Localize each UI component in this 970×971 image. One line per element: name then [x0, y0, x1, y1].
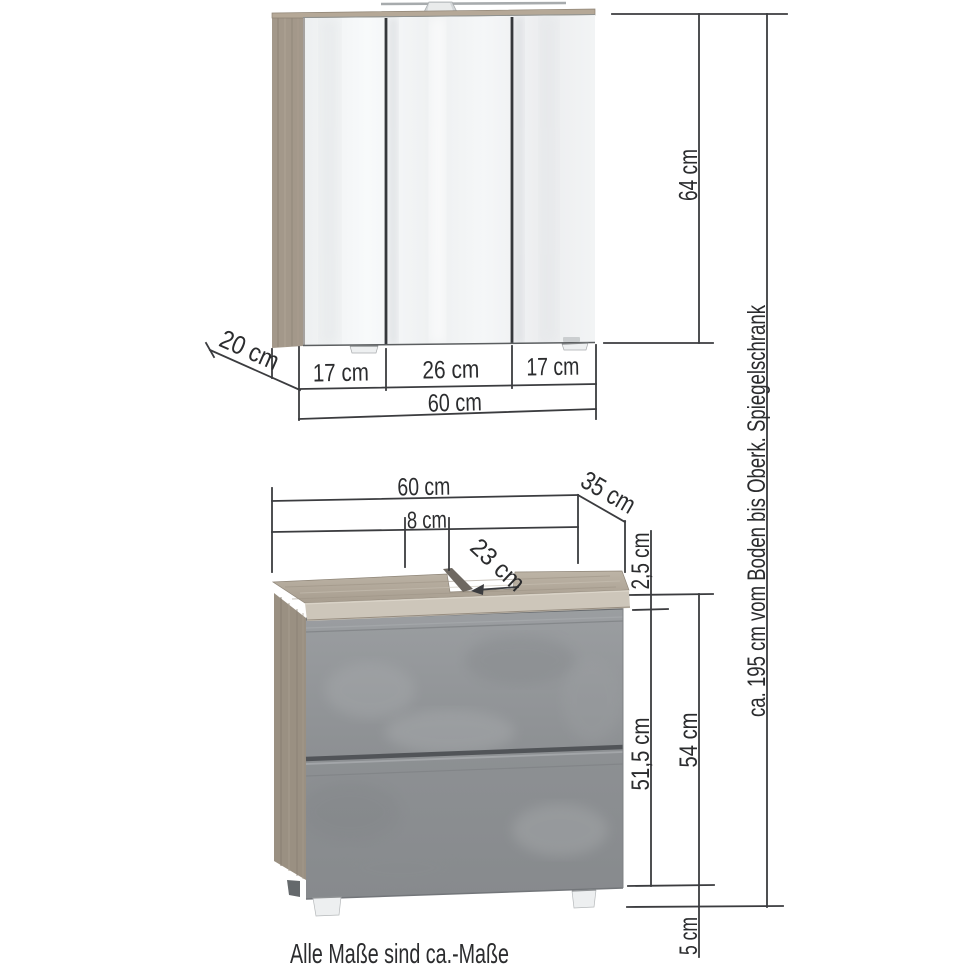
dim-label-mirror-door-mid: 26 cm	[422, 355, 491, 385]
dim-label-vanity-cutout-depth: 23 cm	[464, 533, 534, 601]
dim-label-total-height: ca. 195 cm vom Boden bis Oberk. Spiegelschrank	[743, 162, 771, 717]
dim-label-mirror-door-left: 17 cm	[312, 358, 382, 388]
dim-label-mirror-height: 64 cm	[673, 130, 703, 201]
vanity-back-foot	[287, 880, 300, 897]
dim-label-mirror-depth: 20 cm	[215, 323, 293, 380]
dim-label-mirror-width: 60 cm	[427, 387, 497, 418]
light-bar	[381, 3, 566, 4]
panel-bottom-tick	[633, 609, 668, 610]
footnote-all-measures-approx: Alle Maße sind ca.-Maße	[290, 938, 509, 969]
dim-label-mirror-door-right: 17 cm	[526, 352, 595, 382]
floor-line	[627, 906, 783, 907]
dim-label-vanity-body-height: 54 cm	[675, 699, 703, 768]
dim-label-vanity-front-height: 51,5 cm	[627, 701, 655, 791]
dim-label-vanity-width: 60 cm	[397, 472, 466, 502]
dim-label-vanity-depth: 35 cm	[575, 464, 653, 527]
dim-label-vanity-top-thickness: 2,5 cm	[627, 514, 655, 590]
brand-logo-mark	[563, 337, 580, 342]
panel-top-tick	[630, 594, 713, 595]
vanity-side-panel	[274, 593, 306, 880]
mirror-cabinet	[272, 2, 595, 353]
vanity-unit	[273, 568, 630, 916]
vanity-drawers	[300, 607, 623, 899]
dim-label-vanity-cutout-offset: 8 cm	[406, 506, 460, 535]
depth-20-end-tick	[206, 343, 214, 357]
dim-label-vanity-feet-height: 5 cm	[675, 900, 703, 955]
carcass-bottom-tick	[628, 885, 714, 886]
